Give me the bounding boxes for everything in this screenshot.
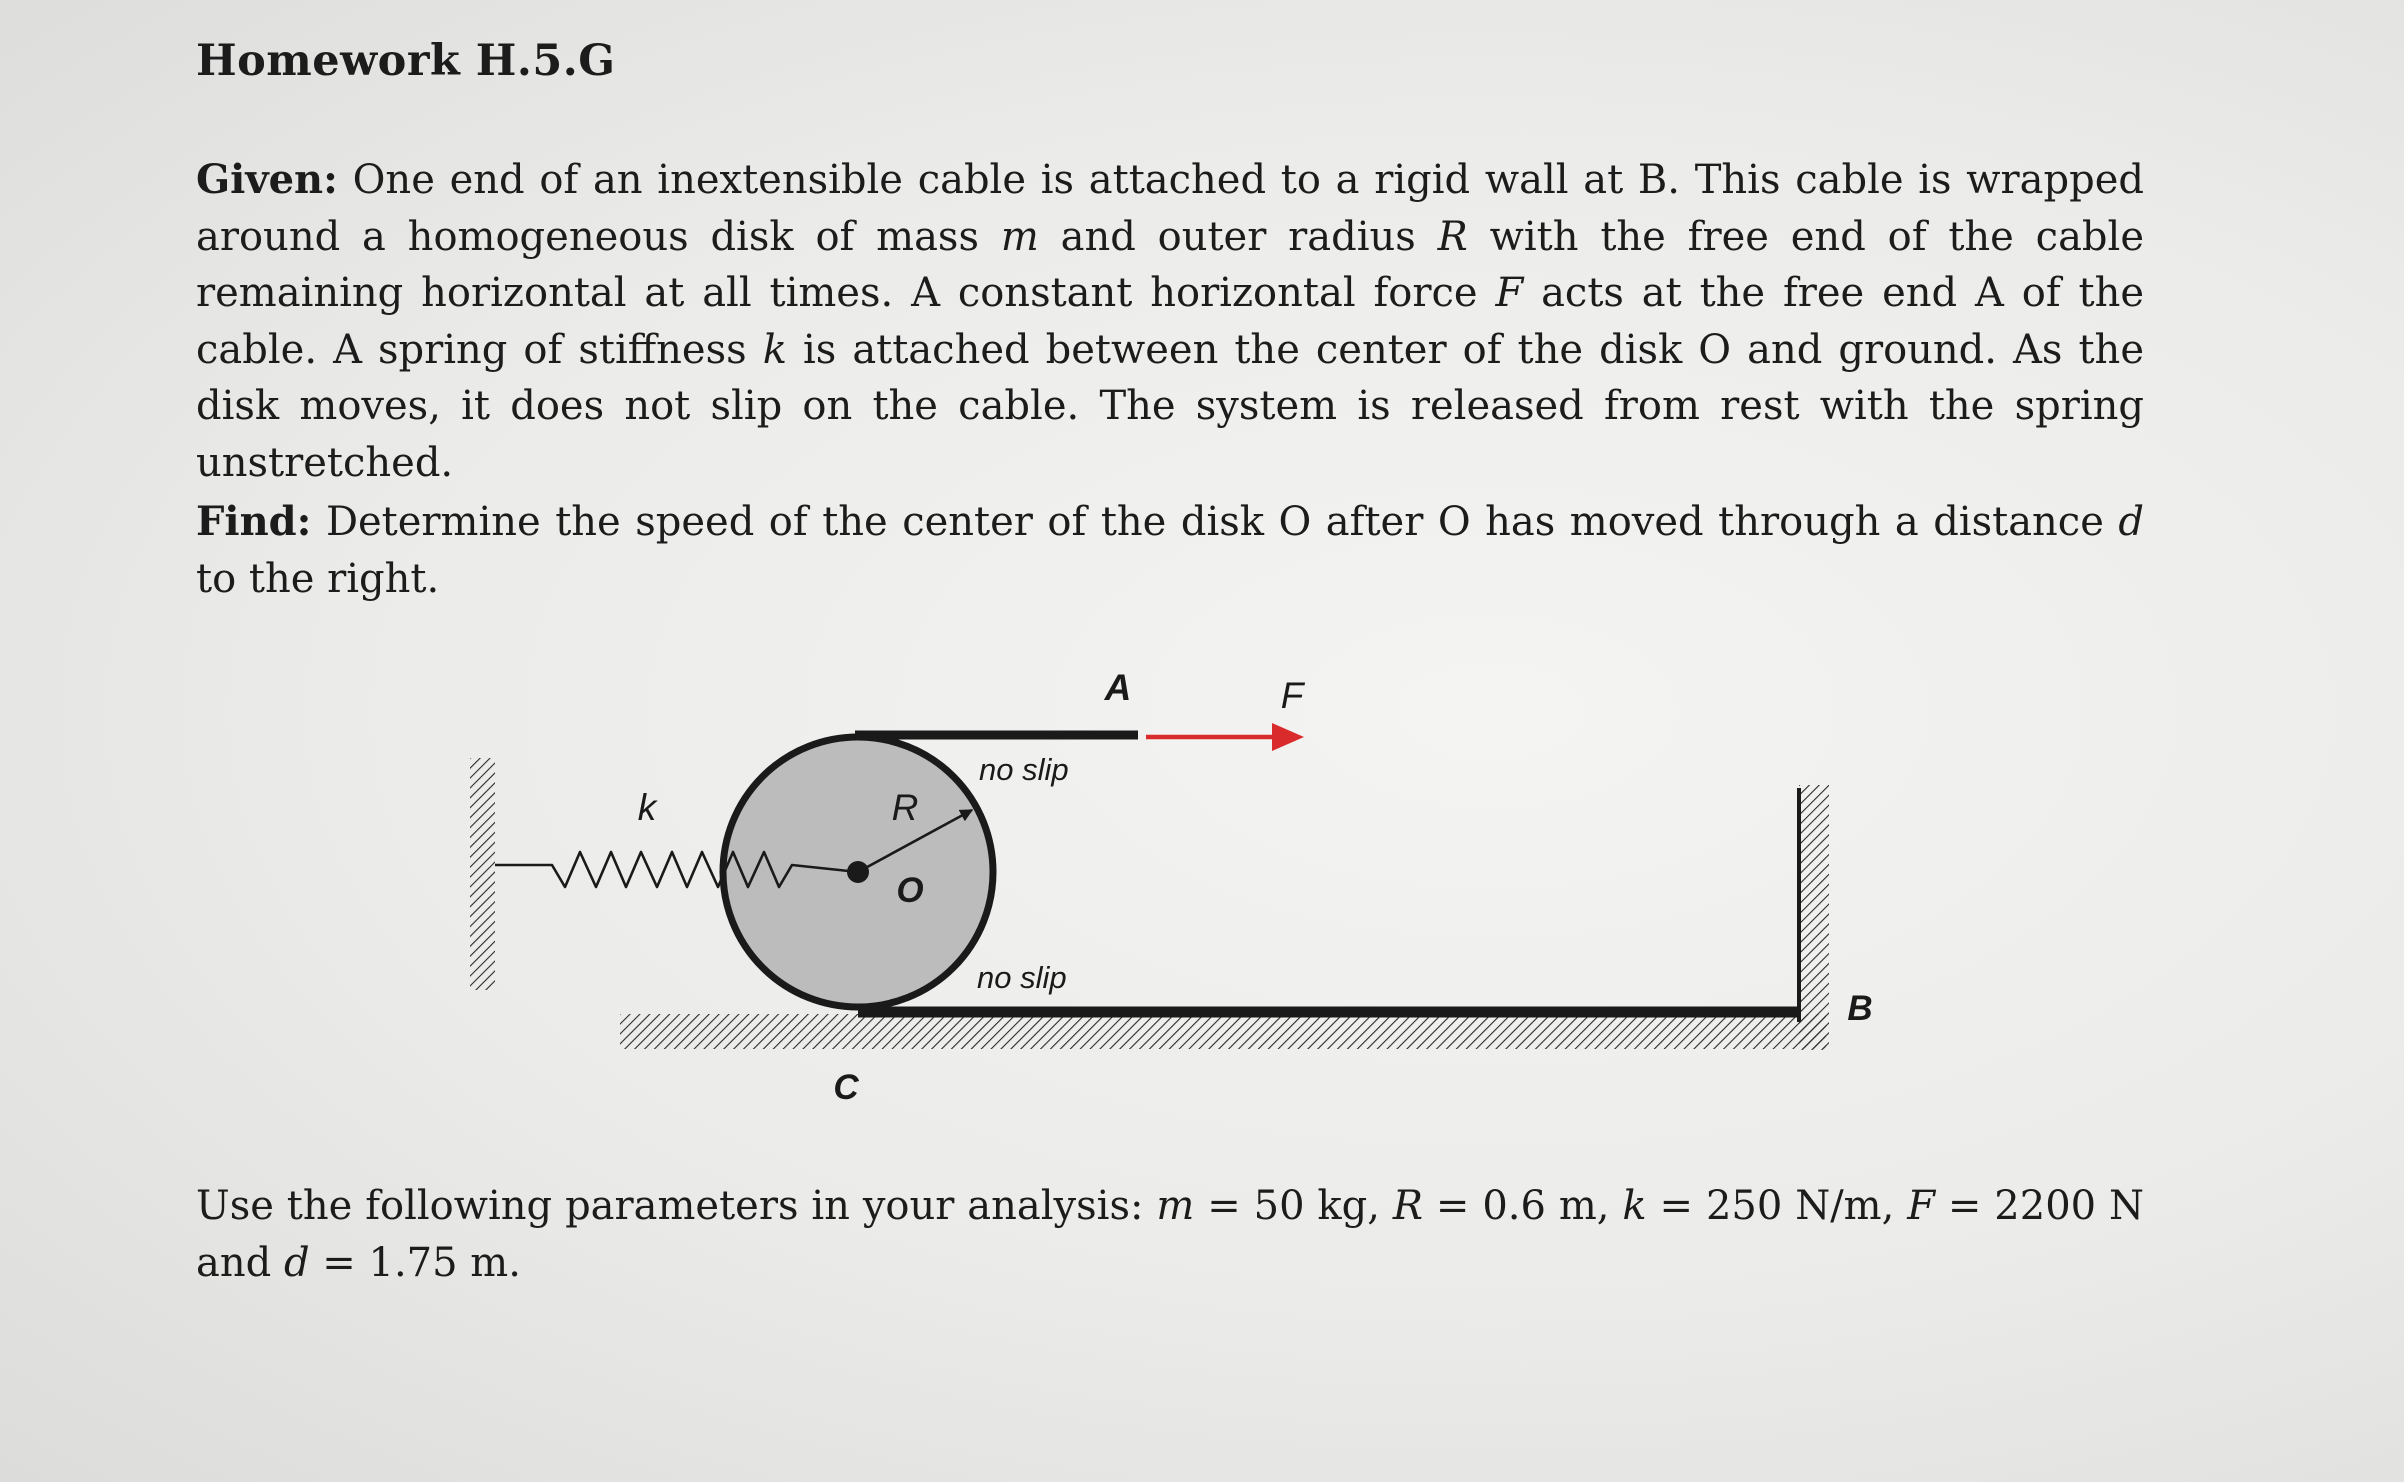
label-R: R [891,787,919,828]
left-wall-hatch [470,758,495,990]
text-run: = 50 kg, [1194,1183,1393,1229]
text-run: to the right. [196,555,440,602]
math-variable: d [283,1239,310,1286]
math-variable: R [1392,1183,1424,1229]
label-no-slip-bottom: no slip [977,960,1067,995]
parameters-text [196,1183,2144,1286]
text-run: = 0.6 m, [1423,1183,1623,1229]
text-run: = 2200 N and [196,1183,2144,1286]
text-run: and outer radius [1038,213,1438,260]
math-variable: k [762,326,787,373]
text-run: = 250 N/m, [1646,1183,1908,1229]
given-label: Given: [196,156,338,203]
right-wall-hatch [1799,785,1829,1050]
label-no-slip-top: no slip [979,752,1069,787]
text-run: One end of an inextensible cable is attached to a rigid wall at B. This cable is wrapped around a homogeneous disk of mass [196,157,2145,260]
text-run: = 1.75 m. [309,1239,521,1286]
find-label: Find: [196,498,312,545]
label-F: F [1280,675,1304,716]
label-C: C [833,1068,859,1107]
math-variable: k [1622,1183,1647,1229]
label-k: k [637,787,657,828]
parameters-paragraph [196,1178,2144,1291]
ground-hatch [620,1014,1826,1049]
math-variable: F [1495,270,1524,316]
label-O: O [896,871,924,910]
force-arrow-head [1272,723,1304,751]
text-run: Use the following parameters in your analysis: [196,1183,1157,1229]
math-variable: d [2118,499,2144,545]
text-run: with the free end of the cable remaining horizontal at all times. A constant horizontal force [196,213,2144,316]
text-run: acts at the free end A of the cable. A spring of stiffness [196,270,2144,373]
math-variable: R [1437,213,1468,260]
math-variable: m [1000,213,1039,260]
text-run: is attached between the center of the disk O and ground. As the disk moves, it does not slip on the cable. The system is released from rest with the spring unstretched. [196,326,2144,486]
text-run: Determine the speed of the center of the disk O after O has moved through a distance [325,499,2119,545]
math-variable: F [1907,1183,1935,1229]
page-title: Homework H.5.G [196,36,616,86]
math-variable: m [1156,1183,1195,1229]
label-B: B [1847,989,1873,1028]
label-A: A [1104,667,1132,708]
